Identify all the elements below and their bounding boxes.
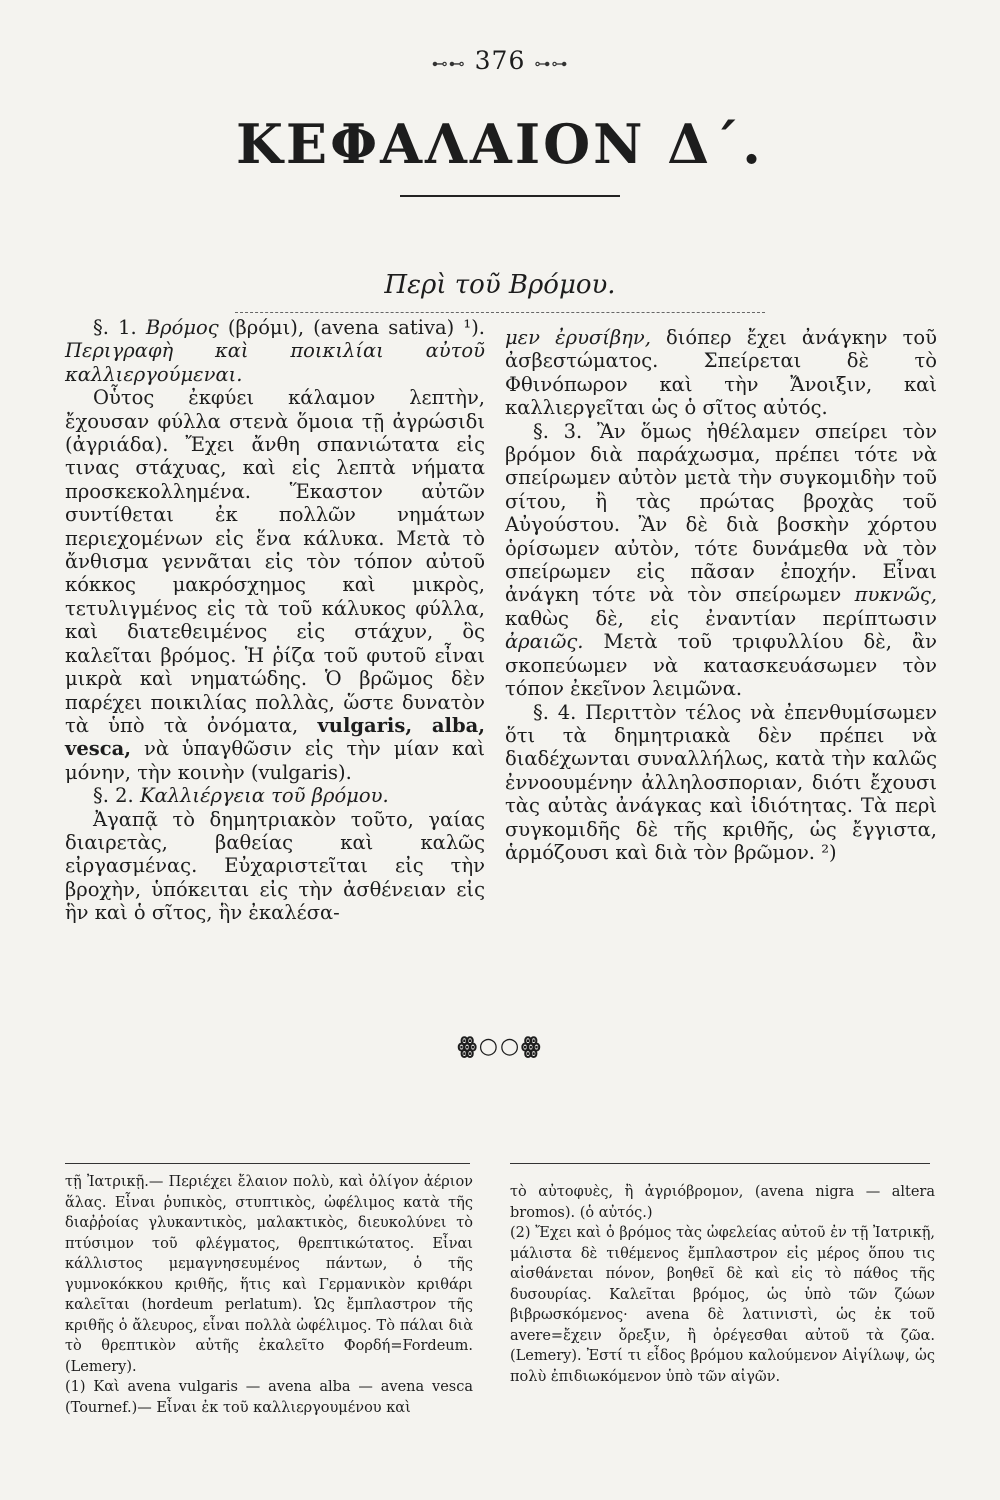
footnotes-left [65,1172,473,1418]
right-ornament-icon: ⊶⊶ [534,54,569,73]
section-1-heading: §. 1. Βρόμος (βρόμι), (avena sativa) ¹). Περιγραφὴ καὶ ποικιλίαι αὐτοῦ καλλιεργούμεναι. [65,316,485,386]
footnote-1: (1) Καὶ avena vulgaris — avena alba — avena vesca (Tournef.)— Εἶναι ἐκ τοῦ καλλιεργουμένου καὶ [65,1379,473,1416]
footnote-carryover-right: τὸ αὐτοφυὲς, ἢ ἀγριόβρομον, (avena nigra — altera bromos). (ὁ αὐτός.) [510,1184,935,1221]
section-divider [235,312,765,313]
section-2-heading: §. 2. Καλλιέργεια τοῦ βρόμου. [93,784,389,808]
section-4-body: §. 4. Περιττὸν τέλος νὰ ἐπενθυμίσωμεν ὅτι τὰ δημητριακὰ δὲν πρέπει νὰ διαδέχωνται συναλλήλως, κατὰ τὴν καλῶς ἐννοουμένην ἀλληλοσποριαν, διότι ἔχουσι τὰς αὐτὰς ἀνάγκας καὶ ἰδιότητας. Τὰ περὶ συγκομιδῆς δὲ τῆς κριθῆς, ὡς ἔγγιστα, ἁρμόζουσι καὶ διὰ τὸν βρῶμον. ²) [505,700,937,864]
footnote-carryover-left: τῇ Ἰατρικῇ.— Περιέχει ἔλαιον πολὺ, καὶ ὀλίγον ἀέριον ἅλας. Εἶναι ῥυπικὸς, στυπτικὸς, ὠφέλιμος κατὰ τῆς διαῤῥοίας γλυκαντικὸς, μαλακτικὸς, διευκολύνει τὸ πτύσιμον τοῦ φλέγματος, θρεπτικώτατος. Εἶναι κάλλιστος μεμαγνησευμένος πάντων, ὁ τῆς γυμνοκόκκου κριθῆς, ἥτις καὶ Γερμανικὸν κριθάρι καλεῖται (hordeum perlatum). Ὡς ἔμπλαστρον τῆς κριθῆς ὁ ἄλευρος, εἶναι πολλὰ ὠφέλιμος. Τὸ πάλαι διὰ τὸ θρεπτικὸν αὐτῆς ἐκαλεῖτο Φορδή=Fordeum. (Lemery). [65,1174,473,1375]
footnote-rule-left [65,1163,470,1164]
chapter-title: ΚΕΦΑΛΑΙΟΝ Δ΄. [236,112,764,176]
left-column [65,316,485,925]
section-2-body: Ἀγαπᾷ τὸ δημητριακὸν τοῦτο, γαίας διαιρετὰς, βαθείας καὶ καλῶς εἰργασμένας. Εὐχαριστεῖται εἰς τὴν βροχὴν, ὑπόκειται εἰς τὴν ἀσθένειαν εἰς ἣν καὶ ὁ σῖτος, ἣν ἐκαλέσα- [65,807,485,925]
footnote-2: (2) Ἔχει καὶ ὁ βρόμος τὰς ὠφελείας αὐτοῦ ἐν τῇ Ἰατρικῇ, μάλιστα δὲ τιθέμενος ἔμπλαστρον εἰς μέρος ὅπου τις αἰσθάνεται πόνον, βοηθεῖ δὲ καὶ εἰς τὸ πάθος τῆς δυσουρίας. Καλεῖται βρόμος, ὡς ὑπὸ τῶν ζώων βιβρωσκόμενος· avena δὲ λατινιστὶ, ὡς ἐκ τοῦ avere=ἔχειν ὄρεξιν, ἢ ὀρέγεσθαι αὐτοῦ τὰ ζῶα. (Lemery). Ἐστί τι εἶδος βρόμου καλούμενον Αἰγίλωψ, ὡς πολὺ ἐπιδιωκόμενον ὑπὸ τῶν αἰγῶν. [510,1225,935,1385]
footnote-rule-right [510,1163,930,1164]
right-column [505,326,937,864]
section-3-body: §. 3. Ἂν ὅμως ἠθέλαμεν σπείρει τὸν βρόμον διὰ παράχωσμα, πρέπει τότε νὰ σπείρωμεν αὐτὸν μετὰ τὴν συγκομιδὴν τοῦ σίτου, ἢ τὰς πρώτας βροχὰς τοῦ Αὐγούστου. Ἂν δὲ διὰ βοσκὴν χόρτου ὁρίσωμεν αὐτὸν, τότε δυνάμεθα νὰ τὸν σπείρωμεν εἰς πᾶσαν ἐποχήν. Εἶναι ἀνάγκη τότε νὰ τὸν σπείρωμεν πυκνῶς, καθὼς δὲ, εἰς ἐναντίαν περίπτωσιν ἀραιῶς. Μετὰ τοῦ τριφυλλίου δὲ, ἂν σκοπεύωμεν νὰ κατασκευάσωμεν τὸν τόπον ἐκεῖνον λειμῶνα. [505,419,937,701]
section-title: Περὶ τοῦ Βρόμου. [384,270,616,300]
end-ornament-icon: ꙮ○○ꙮ [457,1033,543,1059]
left-ornament-icon: ⊷⊷ [431,54,466,73]
section-2-continuation: μεν ἐρυσίβην, διόπερ ἔχει ἀνάγκην τοῦ ἀσβεστώματος. Σπείρεται δὲ τὸ Φθινόπωρον καὶ τὴν Ἄνοιξιν, καὶ καλλιεργεῖται ὡς ὁ σῖτος αὐτός. [505,326,937,420]
title-rule [400,195,620,197]
footnotes-right [510,1182,935,1387]
section-1-body: Οὗτος ἐκφύει κάλαμον λεπτὴν, ἔχουσαν φύλλα στενὰ ὅμοια τῇ ἀγρώσιδι (ἀγριάδα). Ἔχει ἄνθη σπανιώτατα εἰς τινας στάχυας, καὶ εἰς λεπτὰ νήματα προσκεκολλημένα. Ἕκαστον αὐτῶν συντίθεται ἐκ πολλῶν νημάτων περιεχομένων εἰς ἕνα κάλυκα. Μετὰ τὸ ἄνθισμα γεννᾶται εἰς τὸν τόπον αὐτοῦ κόκκος μακρόσχημος καὶ μικρὸς, τετυλιγμένος εἰς τὰ τοῦ κάλυκος φύλλα, καὶ διατεθειμένος εἰς στάχυν, ὃς καλεῖται βρόμος. Ἡ ῥίζα τοῦ φυτοῦ εἶναι μικρὰ καὶ νηματώδης. Ὁ βρῶμος δὲν παρέχει ποικιλίας πολλὰς, ὥστε δυνατὸν τὰ ὑπὸ τὰ ὀνόματα, vulgaris, alba, vesca, νὰ ὑπαγθῶσιν εἰς τὴν μίαν καὶ μόνην, τὴν κοινὴν (vulgaris). [65,386,486,784]
page-header [0,46,1000,75]
page-number: 376 [474,46,526,75]
